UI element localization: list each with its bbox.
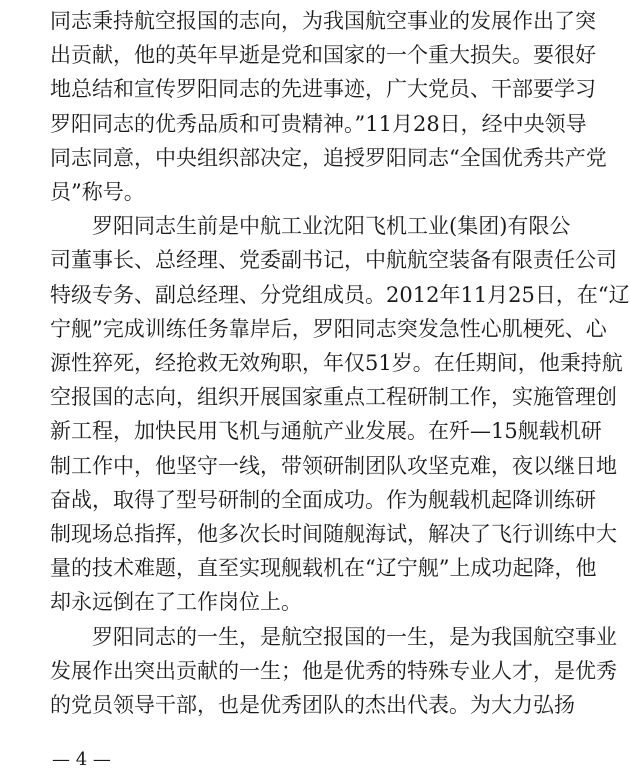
text-line: 宁舰”完成训练任务靠岸后，罗阳同志突发急性心肌梗死、心: [50, 316, 607, 341]
paragraph-start-line: 罗阳同志的一生，是航空报国的一生，是为我国航空事业: [92, 624, 617, 649]
text-line: 出贡献，他的英年早逝是党和国家的一个重大损失。要很好: [50, 43, 596, 68]
text-line: 发展作出突出贡献的一生；他是优秀的特殊专业人才，是优秀: [50, 658, 617, 683]
text-line: 地总结和宣传罗阳同志的先进事迹，广大党员、干部要学习: [50, 77, 596, 102]
text-line: 司董事长、总经理、党委副书记，中航航空装备有限责任公司: [50, 248, 617, 273]
text-line: 奋战，取得了型号研制的全面成功。作为舰载机起降训练研: [50, 487, 596, 512]
text-line: 同志秉持航空报国的志向，为我国航空事业的发展作出了突: [50, 9, 596, 33]
text-line: 特级专务、副总经理、分党组成员。2012年11月25日，在“辽: [50, 282, 630, 307]
paragraph-start-line: 罗阳同志生前是中航工业沈阳飞机工业(集团)有限公: [92, 214, 571, 239]
text-line: 罗阳同志的优秀品质和可贵精神。”11月28日，经中央领导: [50, 111, 587, 136]
page-number: — 4 —: [52, 749, 111, 770]
text-line: 却永远倒在了工作岗位上。: [50, 590, 302, 615]
text-line: 源性猝死，经抢救无效殉职，年仅51岁。在任期间，他秉持航: [50, 351, 623, 375]
text-line-hidden: 的党员领导干部，也是优秀团队的杰出代表。为大力弘扬: [50, 693, 575, 717]
text-line: 制现场总指挥，他多次长时间随舰海试，解决了飞行训练中大: [50, 522, 617, 546]
text-line: 制工作中，他坚守一线，带领研制团队攻坚克难，夜以继日地: [50, 453, 617, 478]
text-line: 空报国的志向，组织开展国家重点工程研制工作，实施管理创: [50, 385, 617, 410]
text-line: 员”称号。: [50, 180, 145, 204]
text-line: 量的技术难题，直至实现舰载机在“辽宁舰”上成功起降，他: [50, 556, 597, 581]
text-line: 新工程，加快民用飞机与通航产业发展。在歼—15舰载机研: [50, 419, 602, 444]
text-line: 同志同意，中央组织部决定，追授罗阳同志“全国优秀共产党: [50, 145, 607, 170]
